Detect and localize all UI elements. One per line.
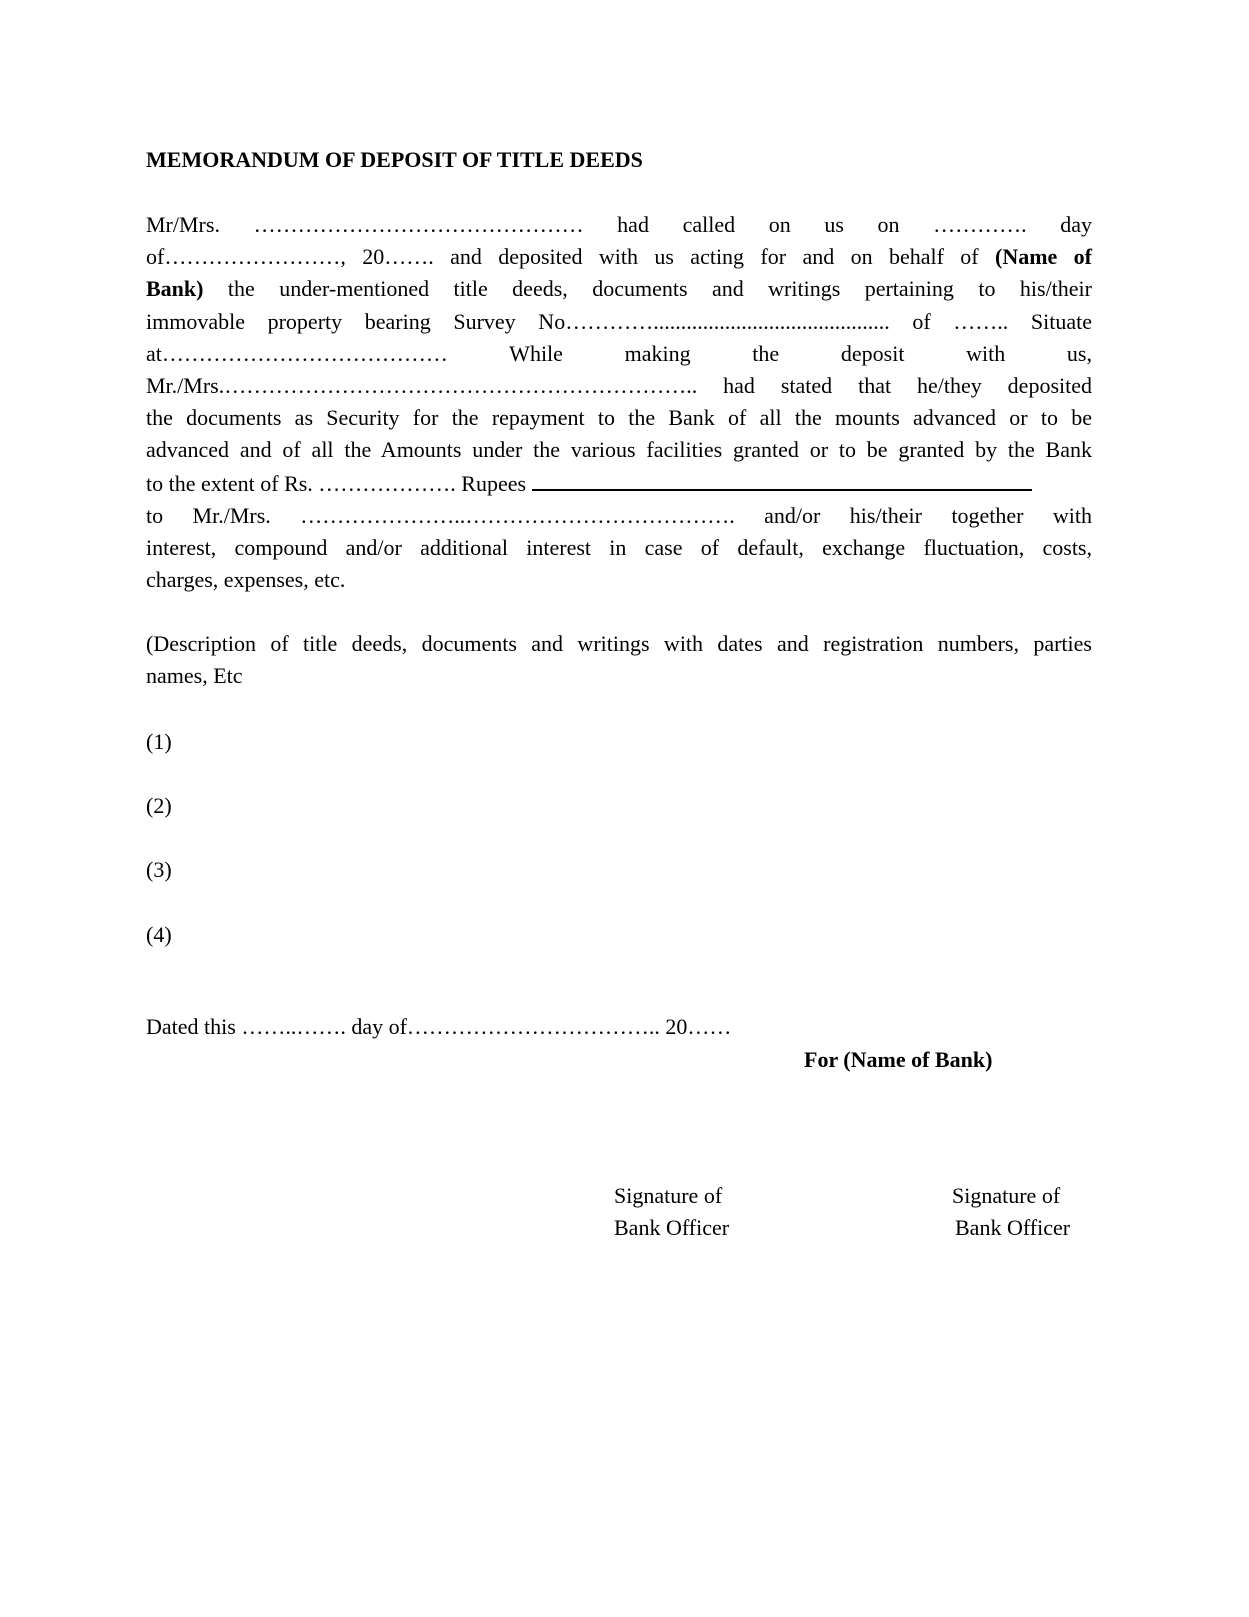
signature-label: Signature of — [614, 1183, 723, 1208]
signature-block-2 — [952, 1180, 1070, 1244]
list-item: (1) — [146, 729, 172, 754]
description-line-2: names, Etc — [146, 663, 243, 689]
body-line-4: immovable property bearing Survey No…………........................................... of …….. Situate — [146, 308, 1092, 334]
body-line-2: of……………………, 20……. and deposited with us acting for and on behalf of (Name of — [146, 244, 1093, 270]
body-line-10: to Mr./Mrs. …………………..………………………………. and/or his/their together with — [146, 502, 1092, 528]
name-of-bank-label: Name of — [1002, 244, 1093, 270]
signature-label: Signature of — [952, 1183, 1061, 1208]
dated-line: Dated this ……..……. day of…………………………….. 20…… — [146, 1014, 732, 1039]
signature-role: Bank Officer — [955, 1215, 1071, 1240]
memorandum-body — [146, 209, 1092, 596]
body-line-11: interest, compound and/or additional interest in case of default, exchange fluctuation, costs, — [146, 535, 1092, 561]
body-line-8: advanced and of all the Amounts under the various facilities granted or to be granted by the Bank — [146, 437, 1092, 463]
signature-role: Bank Officer — [614, 1215, 730, 1240]
body-line-5: at………………………………… While making the deposit with us, — [146, 340, 1092, 366]
description-line-1: (Description of title deeds, documents and writings with dates and registration numbers, parties — [146, 631, 1092, 656]
rupees-blank-line — [532, 467, 1032, 491]
for-bank-label: For (Name of Bank) — [804, 1047, 993, 1072]
body-line-3: Bank) the under-mentioned title deeds, documents and writings pertaining to his/their — [146, 276, 1092, 302]
body-line-1: Mr/Mrs. ……………………………………… had called on us on …………. day — [146, 212, 1092, 237]
signature-block-1 — [614, 1180, 729, 1244]
body-line-7: the documents as Security for the repayment to the Bank of all the mounts advanced or to be — [146, 405, 1092, 431]
list-item: (4) — [146, 922, 172, 947]
body-line-12: charges, expenses, etc. — [146, 567, 346, 593]
body-line-6: Mr./Mrs.……………………………………………………….. had stated that he/they deposited — [146, 373, 1092, 399]
body-line-9: to the extent of Rs. ………………. Rupees — [146, 467, 1092, 500]
document-title: MEMORANDUM OF DEPOSIT OF TITLE DEEDS — [146, 147, 643, 172]
bank-label: Bank) — [146, 276, 204, 302]
list-item: (2) — [146, 793, 172, 818]
list-item: (3) — [146, 857, 172, 882]
description-heading — [146, 628, 1092, 692]
